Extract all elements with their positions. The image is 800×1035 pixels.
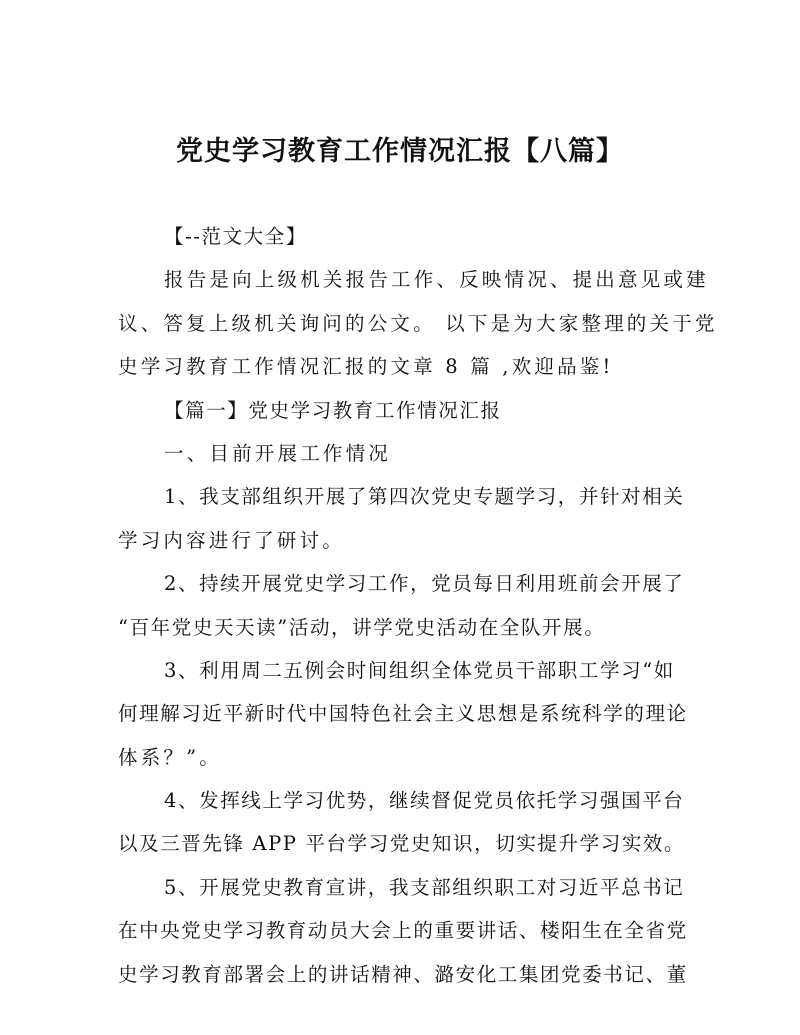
paragraph-line: 史学习教育部署会上的讲话精神、潞安化工集团党委书记、董 <box>118 962 688 986</box>
paragraph-line: 报告是向上级机关报告工作、反映情况、提出意见或建 <box>164 268 709 292</box>
paragraph-line: 体系？”。 <box>118 745 222 769</box>
article-heading: 【篇一】党史学习教育工作情况汇报 <box>164 398 502 422</box>
paragraph-line: 以及三晋先锋 APP 平台学习党史知识，切实提升学习实效。 <box>118 832 686 856</box>
paragraph-line: 1、我支部组织开展了第四次党史专题学习，并针对相关 <box>164 485 685 509</box>
paragraph-line: 4、发挥线上学习优势，继续督促党员依托学习强国平台 <box>164 789 685 813</box>
document-body <box>118 215 718 996</box>
paragraph-line: 史学习教育工作情况汇报的文章 8 篇 ,欢迎品鉴! <box>118 355 614 379</box>
paragraph-line: 5、开展党史教育宣讲，我支部组织职工对习近平总书记 <box>164 875 685 899</box>
paragraph-line: 议、答复上级机关询问的公文。 以下是为大家整理的关于党 <box>118 311 718 335</box>
paragraph-line: 2、持续开展党史学习工作，党员每日利用班前会开展了 <box>164 572 685 596</box>
document-title: 党史学习教育工作情况汇报【八篇】 <box>176 136 624 167</box>
paragraph-line: 何理解习近平新时代中国特色社会主义思想是系统科学的理论 <box>118 702 688 726</box>
section-label: 【--范文大全】 <box>164 225 307 248</box>
paragraph-line: 3、利用周二五例会时间组织全体党员干部职工学习“如 <box>164 658 675 682</box>
paragraph-line: “百年党史天天读”活动，讲学党史活动在全队开展。 <box>118 615 606 639</box>
paragraph-line: 学习内容进行了研讨。 <box>118 528 346 552</box>
paragraph-line: 在中央党史学习教育动员大会上的重要讲话、楼阳生在全省党 <box>118 919 688 943</box>
section-heading: 一、目前开展工作情况 <box>164 441 392 465</box>
